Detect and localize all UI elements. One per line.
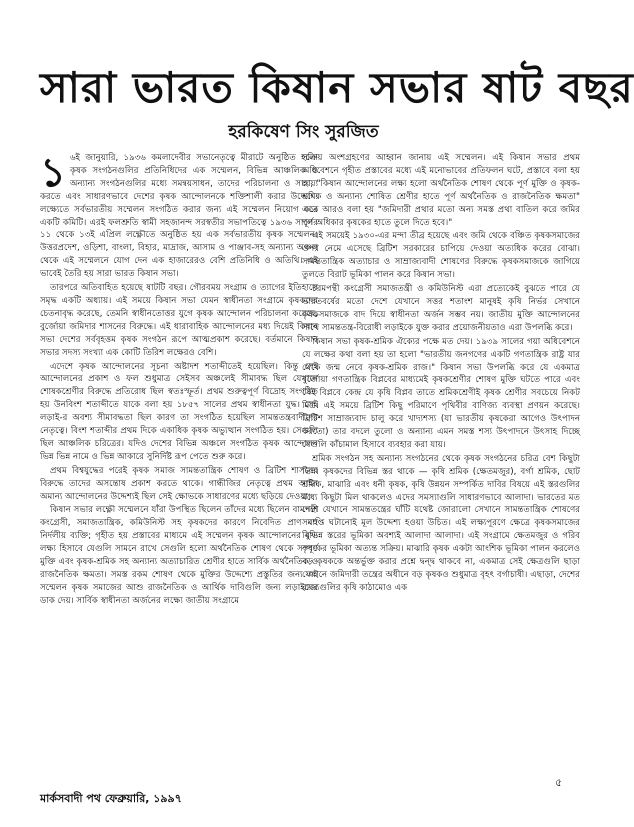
article-author: হরকিষেণ সিং সুরজিত xyxy=(228,122,379,142)
right-paragraph-1: সক্রিয় অংশগ্রহণের আহ্বান জানায় এই সম্মেলন। এই কিষান সভার প্রথম অধিবেশনে গৃহীত প্রস্তাবের মধ্যে এই মনোভাবের প্রতিফলন ঘটে, প্রস্তাবে বলা হয় যে, "কিষান আন্দোলনের লক্ষ্য হলো অর্থনৈতিক শোষণ থেকে পূর্ণ মুক্তি ও কৃষক-শ্রমিক ও অন্যান্য শোষিত শ্রেণীর হাতে পূর্ণ অর্থনৈতিক ও রাজনৈতিক ক্ষমতা" এতে আরও বলা হয় "জমিদারী প্রথার মতো অন্য সমস্ত প্রথা বাতিল করে জমির পূর্ণ অধিকার কৃষকের হাতে তুলে দিতে হবে।" xyxy=(302,153,580,228)
right-paragraph-5: শ্রমিক সংগঠন সহ অন্যান্য সংগঠনের থেকে কৃষক সংগঠনের চরিত্র বেশ কিছুটা ভিন্ন। কৃষকদের বিভিন্ন স্তর থাকে — কৃষি শ্রমিক (ক্ষেতমজুর), বর্গা শ্রমিক, ছোট শ্রমিক, মাঝারি এবং ধনী কৃষক, কৃষি উন্নয়ন সম্পর্কিত দাবির বিষয়ে এই স্তরগুলির মধ্যে কিছুটা মিল থাকলেও এদের সমস্যাগুলি সাধারণভাবে আলাদা। ভারতের মত দেশে যেখানে সামন্ততন্ত্রের ঘাঁটি যথেষ্ট জোরালো সেখানে সামন্ততান্ত্রিক শোষণের সমাপ্তি ঘটানোই মূল উদ্দেশ্য হওয়া উচিত। এই লক্ষ্যপূরণে ক্ষেত্রে কৃষকসমাজের বিভিন্ন স্তরের ভূমিকা অবশ্যই আলাদা আলাদা। এই সংগ্রামে ক্ষেতমজুর ও গরিব কৃষকের ভূমিকা অত্যন্ত সক্রিয়। মাঝারি কৃষক একটা আংশিক ভূমিকা পালন করলেও বড় কৃষককে অন্তর্ভুক্ত করার প্রশ্নে দ্বন্দ্ব থাকবে না, একমাত্র সেই ক্ষেত্রগুলি ছাড়া যেখানে জমিদারী তন্ত্রের অধীনে বড় কৃষকও শুধুমাত্র বৃহৎ বর্গাচাষী। এছাড়া, দেশের রাজ্যগুলির কৃষি কাঠামোও এক xyxy=(302,453,580,593)
left-paragraph-4: প্রথম বিশ্বযুদ্ধের পরেই কৃষক সমাজ সামন্ততান্ত্রিক শোষণ ও ব্রিটিশ শাসনের বিরুদ্ধে তাদের অসন্তোষ প্রকাশ করতে থাকে। গান্ধীজির নেতৃত্বে প্রথম আইন অমান্য আন্দোলনের উদ্দেশ্যই ছিল সেই ক্ষোভকে সাধারণের মধ্যে ছড়িয়ে দেওয়া। xyxy=(40,465,318,502)
right-paragraph-2: এই সময়েই ১৯৩০-এর মন্দা তীব্র হয়েছে এবং জমি থেকে বঞ্চিত কৃষকসমাজের ওপর নেমে এসেছে ব্রিটিশ সরকারের চাপিয়ে দেওয়া অত্যধিক করের বোঝা। সামন্ততান্ত্রিক অত্যাচার ও সাম্রাজ্যবাদী শোষণের বিরুদ্ধে কৃষকসমাজকে জাগিয়ে তুলতে বিরাট ভূমিকা পালন করে কিষান সভা। xyxy=(302,231,580,281)
right-paragraph-4: কিষান সভা কৃষক-শ্রমিক ঐক্যের পক্ষে মত দেয়। ১৯৩৯ সালের গয়া অধিবেশনে যে লক্ষের কথা বলা হয় তা হলো "ভারতীয় জনগণের একটি গণতান্ত্রিক রাষ্ট্র যার থেকে জন্ম নেবে কৃষক-শ্রমিক রাজ।" কিষান সভা উপলব্ধি করে যে একমাত্র বুর্জোয়া গণতান্ত্রিক বিপ্লবের মাধ্যমেই কৃষকশ্রেণীর শোষণ মুক্তি ঘটতে পারে এবং সেই বিপ্লবে কেন্দ্র যে কৃষি বিপ্লব তাতে শ্রমিকশ্রেণীই কৃষক শ্রেণীর সবচেয়ে নিকট মিত্র। এই সময়ে ব্রিটিশ কিছু পরিমাণে পৃথিবীর বাণিজ্য ব্যবস্থা প্রণয়ন করেছে। ব্রিটিশ সাম্রাজ্যবাদ চালু করে খাদ্যশস্য (যা ভারতীয় কৃষকেরা আগেও উৎপাদন করতো) তার বদলে তুলো ও অন্যান্য এমন সমস্ত শস্য উৎপাদনে উৎসাহ দিচ্ছে যেগুলি কাঁচামাল হিসাবে ব্যবহার করা যায়। xyxy=(302,336,580,450)
footer-source: মার্কসবাদী পথ ফেব্রুয়ারি, ১৯৯৭ xyxy=(40,792,182,805)
page-number: ৫ xyxy=(555,776,563,789)
drop-cap: ১ xyxy=(40,149,66,196)
left-column xyxy=(40,149,318,775)
left-paragraph-5: কিষান সভার লক্ষ্ণৌ সম্মেলনে যাঁরা উপস্থিত ছিলেন তাঁদের মধ্যে ছিলেন বামপন্থী কংগ্রেসী, সমাজতান্ত্রিক, কমিউনিস্ট সহ কৃষকদের কারণে নিবেদিত প্রাণ বহু নির্দলীয় ব্যক্তি; গৃহীত হয় প্রস্তাবের মাধ্যমে এই সম্মেলন কৃষক আন্দোলনের মুখ্য লক্ষ্য হিসাবে যেগুলি সামনে রাখে সেগুলি হলো অর্থনৈতিক শোষণ থেকে সম্পূর্ণ মুক্তি এবং কৃষক-শ্রমিক সহ অন্যান্য অত্যাচারিত শ্রেণীর হাতে সার্বিক অর্থনৈতিক ও রাজনৈতিক ক্ষমতা। সমস্ত রকম শোষণ থেকে মুক্তির উদ্দেশ্যে প্রস্তুতির জন্য এই সম্মেলন কৃষক সমাজের আশু রাজনৈতিক ও আর্থিক দাবিগুলি জন্য লড়াইয়ের ডাক দেয়। সার্বিক স্বাধীনতা অর্জনের লক্ষ্যে জাতীয় সংগ্রামে xyxy=(40,505,318,606)
article-title: সারা ভারত কিষান সভার ষাট বছর xyxy=(40,63,634,112)
left-paragraph-2: তারপরে অতিবাহিত হয়েছে ষাটটি বছর। গৌরবময় সংগ্রাম ও ত্যাগের ইতিহাসে সমৃদ্ধ একটি অধ্যায়। এই সময়ে কিষান সভা যেমন স্বাধীনতা সংগ্রামে কৃষকদের চেতনাবৃদ্ধ করেছে, তেমনি স্বাধীনতোত্তর যুগে কৃষক আন্দোলন পরিচালনা করেছে, বুর্জোয়া জমিদার শাসনের বিরুদ্ধে। এই ধারাবাহিক আন্দোলনের মধ্য দিয়েই কিষান সভা দেশের সর্ববৃহত্তম কৃষক সংগঠন রূপে আত্মপ্রকাশ করেছে। বর্তমানে কিষান সভার সদস্য সংখ্যা এক কোটি তিরিশ লক্ষেরও বেশি। xyxy=(40,283,318,358)
left-paragraph-1-text: ৬ই জানুয়ারি, ১৯৩৬ কমলাদেবীর সভানেতৃত্বে মীরাটে অনুষ্ঠিত হলো কৃষক সংগঠনগুলির প্রতিনিধিদের এক সম্মেলন, বিভিন্ন আঞ্চলিক ও অন্যান্য সংগঠনগুলির মধ্যে সমন্বয়সাধন, তাদের পরিচালনা ও সাহায্য করতে এবং সাধারণভাবে দেশের কৃষক আন্দোলনকে শক্তিশালী করার উদ্দেশ্যে লক্ষ্যেতে সর্বভারতীয় সম্মেলন সংগঠিত করার জন্য এই সম্মেলন নিয়োগ করে একটি কমিটি। এরই ফলশ্রুতি স্বামী সহজানন্দ সরস্বতীর সভাপতিত্বে ১৯৩৬ সালের ১১ থেকে ১৩ই এপ্রিল লক্ষ্ণৌতে অনুষ্ঠিত হয় এক সর্বভারতীয় কৃষক সম্মেলন। উত্তরপ্রদেশ, ওড়িশা, বাংলা, বিহার, মাদ্রাজ, আসাম ও পাঞ্জাব-সহ অন্যান্য অঞ্চল থেকে এই সম্মেলনে যোগ দেন এক হাজারেরও বেশি প্রতিনিধি ও অতিথি। এই ভাবেই তৈরি হয় সারা ভারত কিষান সভা। xyxy=(40,153,318,280)
right-paragraph-3: চরমপন্থী কংগ্রেসী সমাজতন্ত্রী ও কমিউনিস্ট এরা প্রত্যেকেই বুঝতে পারে যে ভারতবর্ষের মতো দেশে যেখানে সত্তর শতাংশ মানুষই কৃষি নির্ভর সেখানে কৃষকসমাজকে বাদ দিয়ে স্বাধীনতা অর্জন সম্ভব নয়। জাতীয় মুক্তি আন্দোলনের সাথে সামন্ততন্ত্র-বিরোধী লড়াইকে যুক্ত করার প্রয়োজনীয়তাও এরা উপলব্ধি করে। xyxy=(302,284,580,333)
left-paragraph-3: এদেশে কৃষক আন্দোলনের সূচনা অষ্টাদশ শতাব্দীতেই হয়েছিল। কিন্তু সেই আন্দোলনের প্রকাশ ও ফল শুধুমাত্র সেইসব অঞ্চলেই সীমাবদ্ধ ছিল যেখানে শোষকশ্রেণীর বিরুদ্ধে প্রতিরোধ ছিল স্বতঃস্ফূর্ত। প্রথম শুরুত্বপূর্ণ বিদ্রোহ সংগঠিত হয় উনবিংশ শতাব্দীতে যাকে বলা হয় ১৮৫৭ সালের প্রথম স্বাধীনতা যুদ্ধ। সেই লড়াই-র অবশ্য সীমাবদ্ধতা ছিল কারণ তা সংগঠিত হয়েছিল সামন্ততন্ত্রবাদীদের নেতৃত্বে। বিংশ শতাব্দীর প্রথম দিকে একাধিক কৃষক অভ্যুত্থান সংগঠিত হয়। সেগুলি ছিল আঞ্চলিক চরিত্রের। যদিও দেশের বিভিন্ন অঞ্চলে সংগঠিত কৃষক আন্দোলন ভিন্ন ভিন্ন নামে ও ভিন্ন আকারে সুনির্দিষ্ট রূপ পেতে শুরু করে। xyxy=(40,361,318,462)
right-column xyxy=(302,152,580,775)
left-paragraph-1 xyxy=(40,149,318,281)
